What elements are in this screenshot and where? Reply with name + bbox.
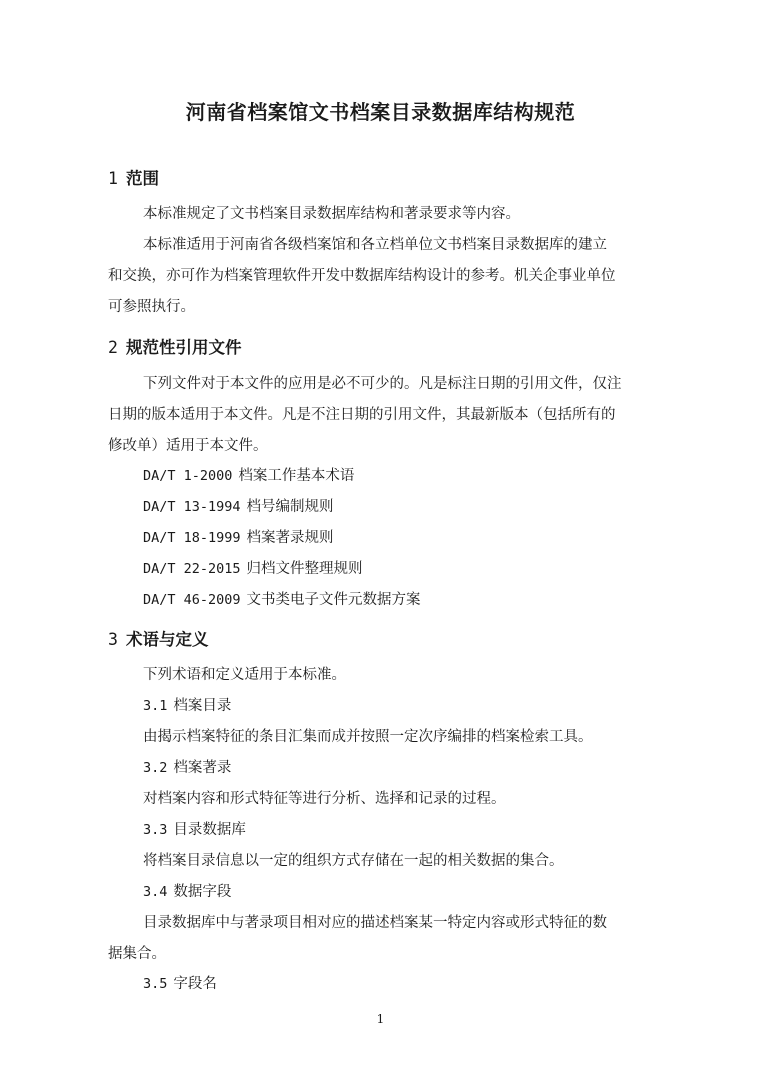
section-3-intro: 下列术语和定义适用于本标准。 <box>143 667 346 683</box>
reference-item <box>143 559 363 579</box>
section-3-title: 术语与定义 <box>125 630 209 649</box>
term-name: 数据字段 <box>173 884 232 900</box>
term-definition: 目录数据库中与著录项目相对应的描述档案某一特定内容或形式特征的数 <box>143 915 607 931</box>
section-1-title: 范围 <box>125 169 159 188</box>
section-1-paragraph-2-line-2: 和交换，亦可作为档案管理软件开发中数据库结构设计的参考。机关企事业单位 <box>108 268 616 284</box>
reference-code: DA/T 46-2009 <box>143 592 241 608</box>
term-definition-continued: 据集合。 <box>108 946 166 962</box>
section-1-paragraph-1: 本标准规定了文书档案目录数据库结构和著录要求等内容。 <box>143 206 520 222</box>
reference-item <box>143 466 354 486</box>
reference-code: DA/T 13-1994 <box>143 499 241 515</box>
term-heading <box>143 820 246 840</box>
reference-title: 归档文件整理规则 <box>246 561 363 577</box>
term-number: 3.3 <box>143 822 168 838</box>
section-2-heading <box>108 334 241 358</box>
term-heading <box>143 758 231 778</box>
term-number: 3.2 <box>143 760 168 776</box>
section-2-number: 2 <box>108 338 118 357</box>
term-heading <box>143 882 231 902</box>
reference-code: DA/T 1-2000 <box>143 468 233 484</box>
section-3-heading <box>108 626 208 650</box>
reference-item <box>143 528 334 548</box>
section-2-paragraph-line-1: 下列文件对于本文件的应用是必不可少的。凡是标注日期的引用文件，仅注 <box>143 376 622 392</box>
term-definition: 对档案内容和形式特征等进行分析、选择和记录的过程。 <box>143 791 506 807</box>
term-name: 档案著录 <box>173 760 232 776</box>
term-number: 3.1 <box>143 698 168 714</box>
section-2-paragraph-line-2: 日期的版本适用于本文件。凡是不注日期的引用文件，其最新版本（包括所有的 <box>108 407 616 423</box>
document-title: 河南省档案馆文书档案目录数据库结构规范 <box>185 100 576 124</box>
section-1-paragraph-2-line-1: 本标准适用于河南省各级档案馆和各立档单位文书档案目录数据库的建立 <box>143 237 607 253</box>
term-number: 3.4 <box>143 884 168 900</box>
reference-code: DA/T 18-1999 <box>143 530 241 546</box>
section-2-title: 规范性引用文件 <box>125 338 242 357</box>
reference-title: 档案著录规则 <box>246 530 334 546</box>
term-definition: 由揭示档案特征的条目汇集而成并按照一定次序编排的档案检索工具。 <box>143 729 593 745</box>
reference-item <box>143 497 334 517</box>
term-definition: 将档案目录信息以一定的组织方式存储在一起的相关数据的集合。 <box>143 853 564 869</box>
section-3-number: 3 <box>108 630 118 649</box>
term-name: 目录数据库 <box>173 822 246 838</box>
reference-title: 档案工作基本术语 <box>238 468 355 484</box>
reference-title: 文书类电子文件元数据方案 <box>246 592 421 608</box>
page-number: 1 <box>376 1012 385 1026</box>
term-heading <box>143 696 231 716</box>
term-name: 档案目录 <box>173 698 232 714</box>
section-1-number: 1 <box>108 169 118 188</box>
section-1-paragraph-2-line-3: 可参照执行。 <box>108 299 195 315</box>
section-1-heading <box>108 165 159 189</box>
term-heading <box>143 974 217 994</box>
reference-code: DA/T 22-2015 <box>143 561 241 577</box>
reference-title: 档号编制规则 <box>246 499 334 515</box>
section-2-paragraph-line-3: 修改单）适用于本文件。 <box>108 438 268 454</box>
term-number: 3.5 <box>143 976 168 992</box>
reference-item <box>143 590 421 610</box>
term-name: 字段名 <box>173 976 217 992</box>
